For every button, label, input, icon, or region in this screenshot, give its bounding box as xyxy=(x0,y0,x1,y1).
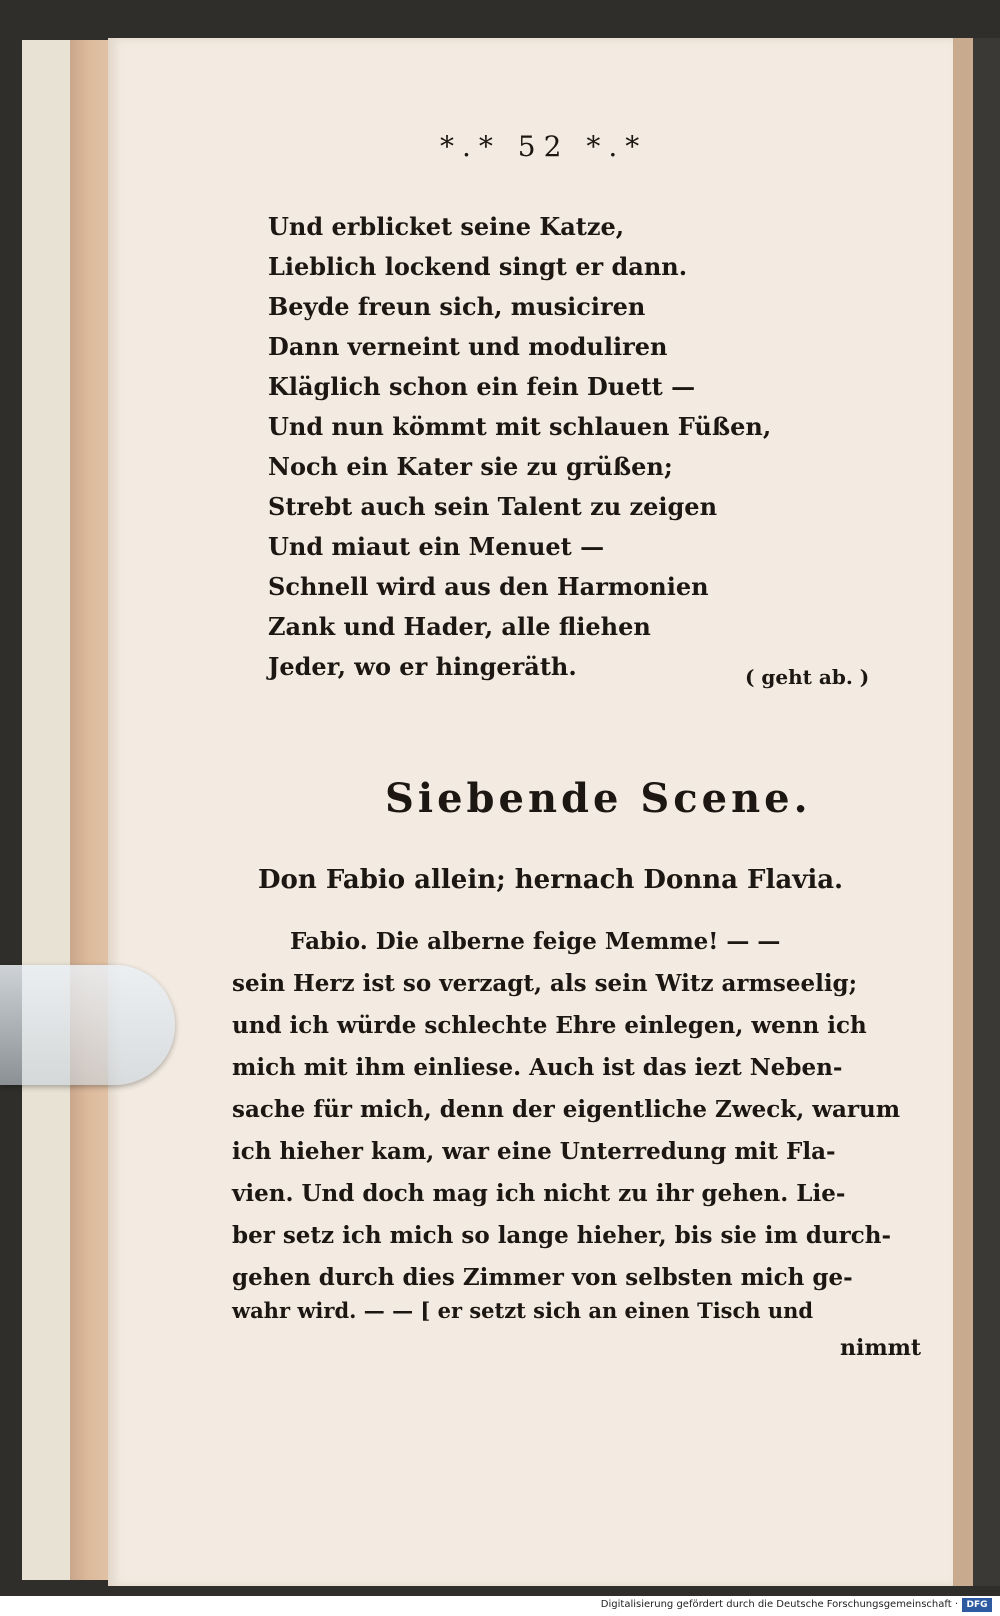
scene-persons: Don Fabio allein; hernach Donna Flavia. xyxy=(258,865,844,895)
scene-title: Siebende Scene. xyxy=(385,775,812,822)
verse-line: Beyde freun sich, musiciren xyxy=(268,292,646,321)
verse-line: Schnell wird aus den Harmonien xyxy=(268,572,709,601)
prose-line: gehen durch dies Zimmer von selbsten mich ge- xyxy=(232,1264,853,1291)
page-stack-right xyxy=(953,38,973,1586)
prose-line: und ich würde schlechte Ehre einlegen, wenn ich xyxy=(232,1012,867,1039)
verse-line: Jeder, wo er hingeräth. xyxy=(268,652,577,681)
verse-line: Kläglich schon ein fein Duett — xyxy=(268,372,696,401)
verse-line: Lieblich lockend singt er dann. xyxy=(268,252,688,281)
catchword: nimmt xyxy=(840,1335,922,1361)
prose-line: mich mit ihm einliese. Auch ist das iezt Neben- xyxy=(232,1054,843,1081)
prose-line: sache für mich, denn der eigentliche Zweck, warum xyxy=(232,1096,901,1123)
prose-line: ich hieher kam, war eine Unterredung mit Fla- xyxy=(232,1138,836,1165)
prose-line: vien. Und doch mag ich nicht zu ihr gehen. Lie- xyxy=(232,1180,846,1207)
prose-line: wahr wird. — — [ er setzt sich an einen Tisch und xyxy=(232,1298,814,1323)
verse-line: Noch ein Kater sie zu grüßen; xyxy=(268,452,673,481)
verse-line: Und miaut ein Menuet — xyxy=(268,532,605,561)
prose-line: ber setz ich mich so lange hieher, bis sie im durch- xyxy=(232,1222,892,1249)
digitization-credit: Digitalisierung gefördert durch die Deutsche Forschungsgemeinschaft · xyxy=(600,1599,958,1610)
stage-direction-exit: ( geht ab. ) xyxy=(745,665,870,689)
verse-line: Und nun kömmt mit schlauen Füßen, xyxy=(268,412,772,441)
dfg-logo: DFG xyxy=(962,1598,992,1612)
verse-line: Und erblicket seine Katze, xyxy=(268,212,625,241)
verse-line: Dann verneint und moduliren xyxy=(268,332,668,361)
page-clip xyxy=(0,965,175,1085)
prose-line: Fabio. Die alberne feige Memme! — — xyxy=(290,928,781,955)
verse-line: Strebt auch sein Talent zu zeigen xyxy=(268,492,718,521)
verse-line: Zank und Hader, alle fliehen xyxy=(268,612,651,641)
book-cover-edge xyxy=(22,40,72,1580)
page-header: *.* 52 *.* xyxy=(440,130,648,163)
scan-border-right xyxy=(973,38,1000,1586)
prose-line: sein Herz ist so verzagt, als sein Witz armseelig; xyxy=(232,970,858,997)
